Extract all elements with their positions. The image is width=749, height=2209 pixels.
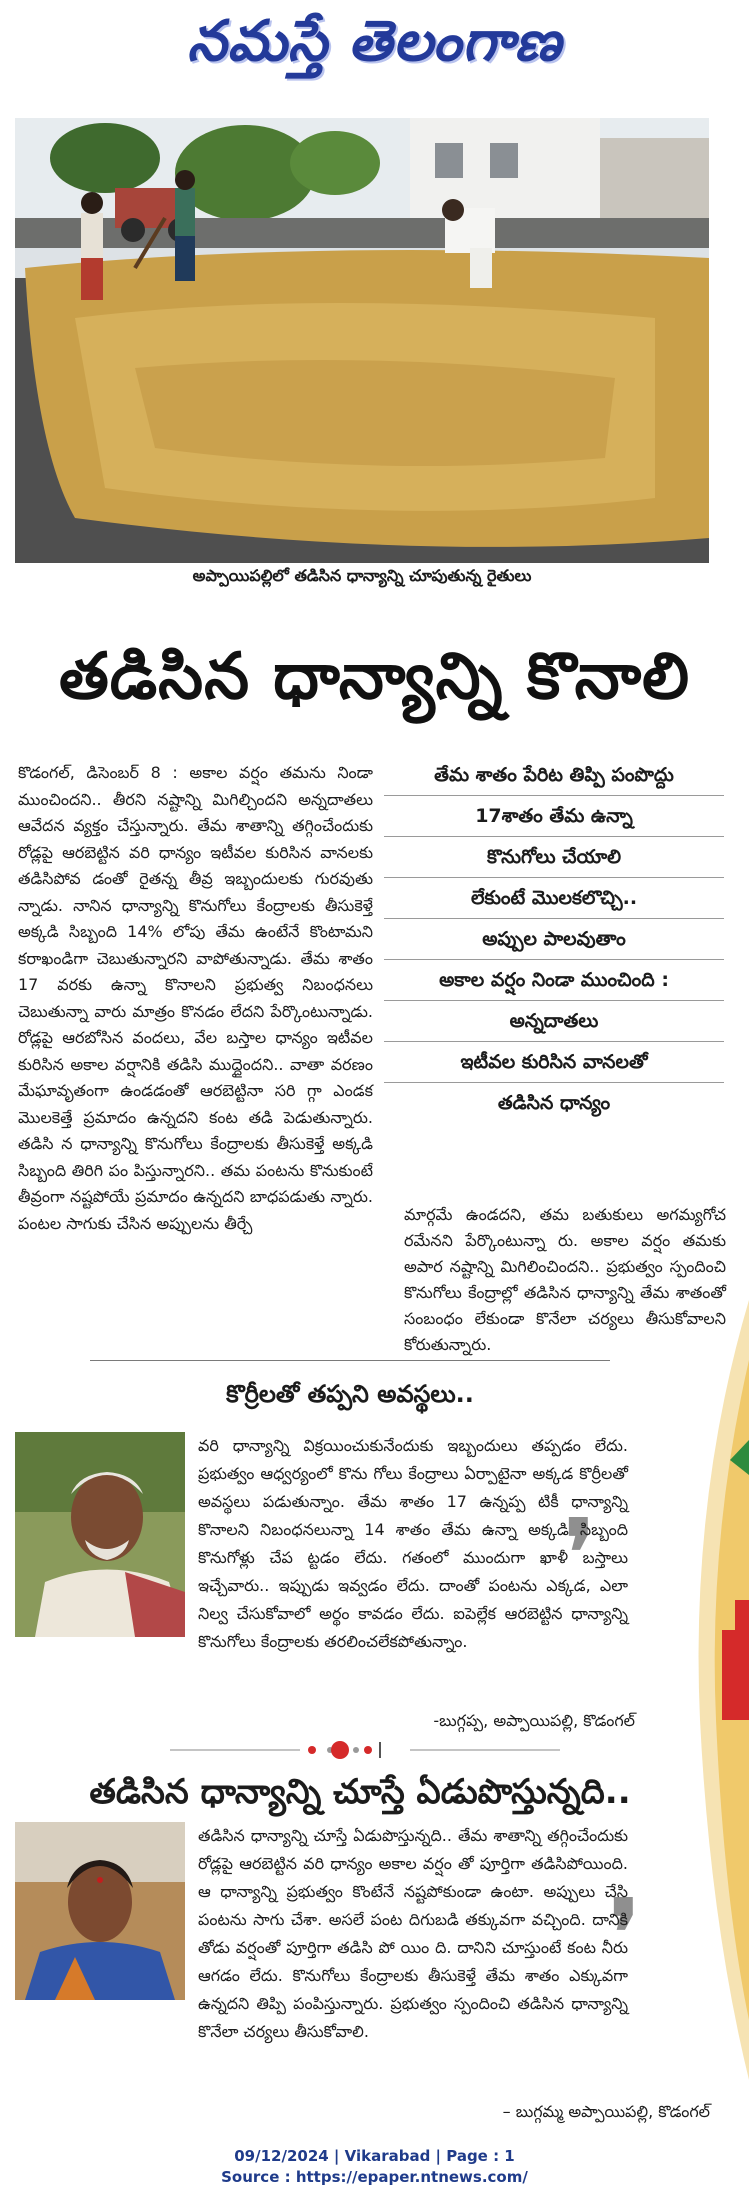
quote-mark-icon: ❜ bbox=[610, 1880, 640, 1986]
article-left-column bbox=[18, 760, 373, 1237]
footer-source: Source : https://epaper.ntnews.com/ bbox=[221, 2168, 528, 2186]
ornament-divider bbox=[0, 1738, 749, 1762]
farmer-buggamma-photo bbox=[15, 1822, 185, 2000]
highlights-box bbox=[384, 755, 724, 1123]
quote-mark-icon: ❜ bbox=[565, 1500, 595, 1606]
quote2-body bbox=[198, 1822, 628, 2046]
article-body-left: కొడంగల్, డిసెంబర్ 8 : అకాల వర్షం తమను నిండా ముంచిందని.. తీరని నష్టాన్ని మిగిల్చిందని అన్నదాతలు ఆవేదన వ్యక్తం చేస్తున్నారు. తేమ శాతాన్ని తగ్గించేందుకు రోడ్లపై ఆరబెట్టిన వరి ధాన్యం ఇటీవల కురిసిన వానలకు తడిసిపోవ డంతో రైతన్న తీవ్ర ఇబ్బందులకు గురవుతు న్నాడు. నానిన ధాన్యాన్ని కొనుగోలు కేంద్రాలకు తీసుకెళ్తే అక్కడి సిబ్బంది 14% లోపు తేమ ఉంటేనే కొంటామని కరాఖండిగా చెబుతున్నారని వాపోతున్నాడు. తేమ శాతం 17 వరకు ఉన్నా కొనాలని ప్రభుత్వ నిబంధనలు చెబుతున్నా వారు మాత్రం కొనడం లేదని పేర్కొంటున్నాడు. రోడ్లపై ఆరబోసిన వందలు, వేల బస్తాల ధాన్యం ఇటీవల కురిసిన అకాల వర్షానికి తడిసి ముద్దైందని.. వాతా వరణం మేఘావృతంగా ఉండడంతో ఆరబెట్టినా సరి గ్గా ఎండక మొలకెత్తే ప్రమాదం ఉన్నదని కంట తడి పెడుతున్నారు. తడిసి న ధాన్యాన్ని కొనుగోలు కేంద్రాలకు తీసుకెళ్తే అక్కడి సిబ్బంది తిరిగి పం పిస్తున్నారని.. తమ పంటను కొనుకుంటే తీవ్రంగా నష్టపోయే ప్రమాదం ఉన్నదని బాధపడుతు న్నారు. పంటల సాగుకు చేసిన అప్పులను తీర్చే bbox=[18, 763, 373, 1233]
footer-date-edition: 09/12/2024 | Vikarabad | Page : 1 bbox=[234, 2147, 515, 2165]
highlight-line: అకాల వర్షం నిండా ముంచింది : bbox=[384, 960, 724, 1001]
main-headline: తడిసిన ధాన్యాన్ని కొనాలి bbox=[58, 640, 691, 714]
highlight-line: ఇటీవల కురిసిన వానలతో bbox=[384, 1042, 724, 1083]
farmer-buggappa-photo bbox=[15, 1432, 185, 1637]
quote1-text: వరి ధాన్యాన్ని విక్రయించుకునేందుకు ఇబ్బందులు తప్పడం లేదు. ప్రభుత్వం ఆధ్వర్యంలో కొను గోలు కేంద్రాలు ఏర్పాటైనా అక్కడ కొర్రీలతో అవస్థలు పడుతున్నాం. తేమ శాతం 17 ఉన్నప్ప టికీ ధాన్యాన్ని కొనాలని నిబంధనలున్నా 14 శాతం తేమ ఉన్నా అక్కడి సిబ్బంది కొనుగోళ్లు చేప ట్టడం లేదు. గతంలో ముందుగా ఖాళీ బస్తాలు ఇచ్చేవారు.. ఇప్పుడు ఇవ్వడం లేదు. దాంతో పంటను ఎక్కడ, ఎలా నిల్వ చేసుకోవాలో అర్థం కావడం లేదు. ఐపెల్లేక ఆరబెట్టిన ధాన్యాన్ని కొనుగోలు కేంద్రాలకు తరలించలేకపోతున్నాం. bbox=[198, 1436, 629, 1651]
quote1-heading: కొర్రీలతో తప్పని అవస్థలు.. bbox=[226, 1380, 474, 1408]
advertisement-strip bbox=[680, 1300, 749, 2080]
highlight-line: అప్పుల పాలవుతాం bbox=[384, 919, 724, 960]
quote2-heading: తడిసిన ధాన్యాన్ని చూస్తే ఏడుపొస్తున్నది.. bbox=[89, 1772, 631, 1812]
highlight-line: లేకుంటే మొలకలొచ్చి.. bbox=[384, 878, 724, 919]
highlight-line: తడిసిన ధాన్యం bbox=[497, 1092, 611, 1114]
farmers-grain-photo bbox=[15, 118, 709, 563]
photo-caption: అప్పాయిపల్లిలో తడిసిన ధాన్యాన్ని చూపుతున్న రైతులు bbox=[192, 566, 532, 585]
article-body-right: మార్గమే ఉండదని, తమ బతుకులు అగమ్యగోచ రమేనని పేర్కొంటున్నా రు. అకాల వర్షం తమకు అపార నష్టాన్ని మిగిలించిందని.. ప్రభుత్వం స్పందించి కొనుగోలు కేంద్రాల్లో తడిసిన ధాన్యాన్ని తేమ శాతంతో సంబంధం లేకుండా కొనేలా చర్యలు తీసుకోవాలని కోరుతున్నారు. bbox=[404, 1205, 726, 1354]
highlight-line: 17శాతం తేమ ఉన్నా bbox=[384, 796, 724, 837]
quote2-text: తడిసిన ధాన్యాన్ని చూస్తే ఏడుపొస్తున్నది.. తేమ శాతాన్ని తగ్గించేందుకు రోడ్లపై ఆరబెట్టిన వరి ధాన్యం అకాల వర్షం తో పూర్తిగా తడిసిపోయింది. ఆ ధాన్యాన్ని ప్రభుత్వం కొంటేనే నష్టపోకుండా ఉంటా. అప్పులు చేసి పంటను సాగు చేశా. అసలే పంట దిగుబడి తక్కువగా వచ్చింది. దానికి తోడు వర్షంతో పూర్తిగా తడిసి పో యిం ది. దానిని చూస్తుంటే కంట నీరు ఆగడం లేదు. కొనుగోలు కేంద్రాలకు తీసుకెళ్తే తేమ శాతం ఎక్కువగా ఉన్నదని తిప్పి పంపిస్తున్నారు. ప్రభుత్వం స్పందించి తడిసిన ధాన్యాన్ని కొనేలా చర్యలు తీసుకోవాలి. bbox=[198, 1826, 628, 2041]
highlight-line: తేమ శాతం పేరిట తిప్పి పంపొద్దు bbox=[384, 755, 724, 796]
newspaper-masthead: నమస్తే తెలంగాణ bbox=[187, 8, 562, 74]
quote1-body bbox=[198, 1432, 628, 1656]
highlight-line: అన్నదాతలు bbox=[384, 1001, 724, 1042]
highlight-line: కొనుగోలు చేయాలి bbox=[384, 837, 724, 878]
quote1-signature: -బుగ్గప్ప, అప్పాయిపల్లి, కొడంగల్ bbox=[433, 1711, 635, 1730]
section-divider bbox=[90, 1360, 610, 1361]
quote2-signature: – బుగ్గమ్మ అప్పాయిపల్లి, కొడంగల్ bbox=[502, 2102, 710, 2121]
article-right-column bbox=[404, 1202, 726, 1358]
